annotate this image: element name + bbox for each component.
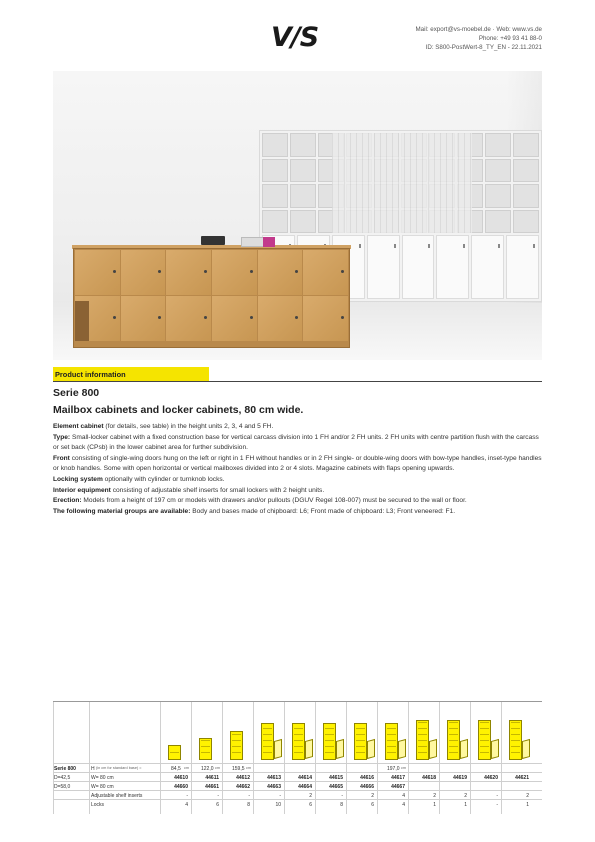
table-cell: 2 xyxy=(464,792,467,799)
cabinet-body xyxy=(509,720,522,760)
table-cell: 4 xyxy=(402,801,405,808)
cabinet-body xyxy=(478,720,491,760)
table-cell: 10 xyxy=(275,801,281,808)
cabinet-icon xyxy=(447,720,460,760)
open-door xyxy=(522,739,530,759)
table-cell: 1 xyxy=(526,801,529,808)
cabinet-body xyxy=(416,720,429,760)
table-cell: 6 xyxy=(309,801,312,808)
table-cell: - xyxy=(496,792,498,799)
table-cell: 44615 xyxy=(329,774,343,781)
cabinet-body xyxy=(354,723,367,760)
table-cell: 44621 xyxy=(515,774,529,781)
open-door xyxy=(491,739,499,759)
table-cell: 2 xyxy=(309,792,312,799)
table-cell: - xyxy=(496,801,498,808)
open-door xyxy=(429,739,437,759)
table-cell: 44610 xyxy=(174,774,188,781)
cabinet-icon xyxy=(168,745,181,760)
table-cell: 2 xyxy=(371,792,374,799)
open-door xyxy=(367,739,375,759)
section-divider xyxy=(53,381,542,382)
table-cell: - xyxy=(248,792,250,799)
open-door xyxy=(336,739,344,759)
document-id: ID: S800-PostWert-8_TY_EN - 22.11.2021 xyxy=(425,44,542,51)
table-cell: 44663 xyxy=(267,783,281,790)
table-row-depth-42: D=42,5 W= 80 cm 44610 44611 44612 44613 44614 44615 44616 44617 44618 44619 44620 44621 xyxy=(53,772,542,782)
cabinet-icon xyxy=(385,723,398,760)
desc-paragraph: Front consisting of single-wing doors hung on the left or right in 1 FH without handles or in 2 FH single- or double-wing doors with bow-type handles, inset-type handles or knob handles. Some with open horizontal or vertical mailboxes divided into 2 or 4 slots. Magazine cabinets with flaps opening upwards. xyxy=(53,454,542,473)
cabinet-body xyxy=(199,738,212,760)
table-cell: 44614 xyxy=(298,774,312,781)
table-cell: 6 xyxy=(371,801,374,808)
cabinet-body xyxy=(292,723,305,760)
table-row-locks: Locks 4 6 8 10 6 8 6 4 1 1 - 1 xyxy=(53,799,542,809)
cabinet-body xyxy=(261,723,274,760)
badge-label: Product information xyxy=(55,370,126,379)
table-cell: 44616 xyxy=(360,774,374,781)
table-cell: 44613 xyxy=(267,774,281,781)
table-row-shelves: Adjustable shelf inserts - - - - 2 - 2 4 2 2 - 2 xyxy=(53,790,542,800)
cabinet-icon xyxy=(416,720,429,760)
open-door xyxy=(274,739,282,759)
open-door xyxy=(398,739,406,759)
table-cell: 4 xyxy=(402,792,405,799)
product-description xyxy=(53,422,545,517)
desc-paragraph: The following material groups are available: Body and bases made of chipboard: L6; Front made of chipboard: L3; Front veneered: F1. xyxy=(53,507,456,515)
open-door xyxy=(460,739,468,759)
cabinet-icon xyxy=(199,738,212,760)
table-cell: 44612 xyxy=(236,774,250,781)
cabinet-icon xyxy=(292,723,305,760)
table-cell: 44662 xyxy=(236,783,250,790)
cabinet-body xyxy=(385,723,398,760)
cabinet-icon xyxy=(354,723,367,760)
desc-paragraph: Locking system optionally with cylinder or turnknob locks. xyxy=(53,475,225,483)
table-cell: 1 xyxy=(464,801,467,808)
table-icon-row xyxy=(53,702,542,763)
logo: V/S xyxy=(271,22,319,53)
table-cell: - xyxy=(217,792,219,799)
table-cell: 6 xyxy=(216,801,219,808)
contact-phone: Phone: +49 93 41 88-0 xyxy=(478,35,542,42)
cabinet-body xyxy=(168,745,181,760)
contact-block xyxy=(415,25,542,52)
table-cell: 44619 xyxy=(453,774,467,781)
contact-mail: Mail: export@vs-moebel.de · Web: www.vs.de xyxy=(415,26,542,33)
binder xyxy=(201,236,225,245)
table-cell: 2 xyxy=(526,792,529,799)
desk-items xyxy=(201,236,291,246)
product-table xyxy=(53,701,542,814)
product-info-badge xyxy=(53,367,209,381)
product-photo xyxy=(53,71,542,360)
table-row-heights: Serie 800 H (in cm for standard base) = 84,5 cm 122,0 cm 159,5 cm 197,0 cm xyxy=(53,763,542,773)
cabinet-icon xyxy=(478,720,491,760)
cabinet-icon xyxy=(509,720,522,760)
cabinet-icon xyxy=(261,723,274,760)
table-cell: 44664 xyxy=(298,783,312,790)
table-cell: 44618 xyxy=(422,774,436,781)
wood-cabinet-doors xyxy=(75,250,348,341)
open-door xyxy=(305,739,313,759)
table-cell: - xyxy=(341,792,343,799)
table-cell: 2 xyxy=(433,792,436,799)
desc-paragraph: Element cabinet (for details, see table) in the height units 2, 3, 4 and 5 FH. xyxy=(53,423,274,430)
table-cell: 44665 xyxy=(329,783,343,790)
table-cell: 44611 xyxy=(205,774,219,781)
open-locker-door xyxy=(75,301,89,341)
table-cell: - xyxy=(279,792,281,799)
desc-paragraph: Erection: Models from a height of 197 cm or models with drawers and/or pullouts (DGUV Regel 108-007) must be secured to the wall or floor. xyxy=(53,497,467,505)
series-title: Serie 800 xyxy=(53,387,100,399)
product-title: Mailbox cabinets and locker cabinets, 80 cm wide. xyxy=(53,404,304,416)
table-cell: - xyxy=(186,792,188,799)
table-cell: 44667 xyxy=(391,783,405,790)
table-cell: 44661 xyxy=(205,783,219,790)
mail-slots xyxy=(332,133,472,233)
desc-paragraph: Interior equipment consisting of adjustable shelf inserts for small lockers with 2 height units. xyxy=(53,486,325,494)
magazine xyxy=(263,237,275,247)
table-cell: 44660 xyxy=(174,783,188,790)
table-row-depth-58: D=58,0 W= 80 cm 44660 44661 44662 44663 44664 44665 44666 44667 xyxy=(53,781,542,791)
table-cell: 44617 xyxy=(391,774,405,781)
cabinet-icon xyxy=(230,731,243,760)
desc-paragraph: Type: Small-locker cabinet with a fixed construction base for vertical carcass division into 1 FH and/or 2 FH units. 2 FH units with centre partition flush with the carcass or set back (CPsb) in the lower cabinet area for further subdivision. xyxy=(53,433,539,452)
cabinet-body xyxy=(447,720,460,760)
table-cell: 4 xyxy=(185,801,188,808)
table-cell: 8 xyxy=(247,801,250,808)
table-cell: 8 xyxy=(340,801,343,808)
table-cell: 44666 xyxy=(360,783,374,790)
cabinet-body xyxy=(323,723,336,760)
table-cell: 1 xyxy=(433,801,436,808)
wood-locker-cabinet xyxy=(73,248,350,348)
cabinet-icon xyxy=(323,723,336,760)
table-cell: 44620 xyxy=(484,774,498,781)
cabinet-body xyxy=(230,731,243,760)
